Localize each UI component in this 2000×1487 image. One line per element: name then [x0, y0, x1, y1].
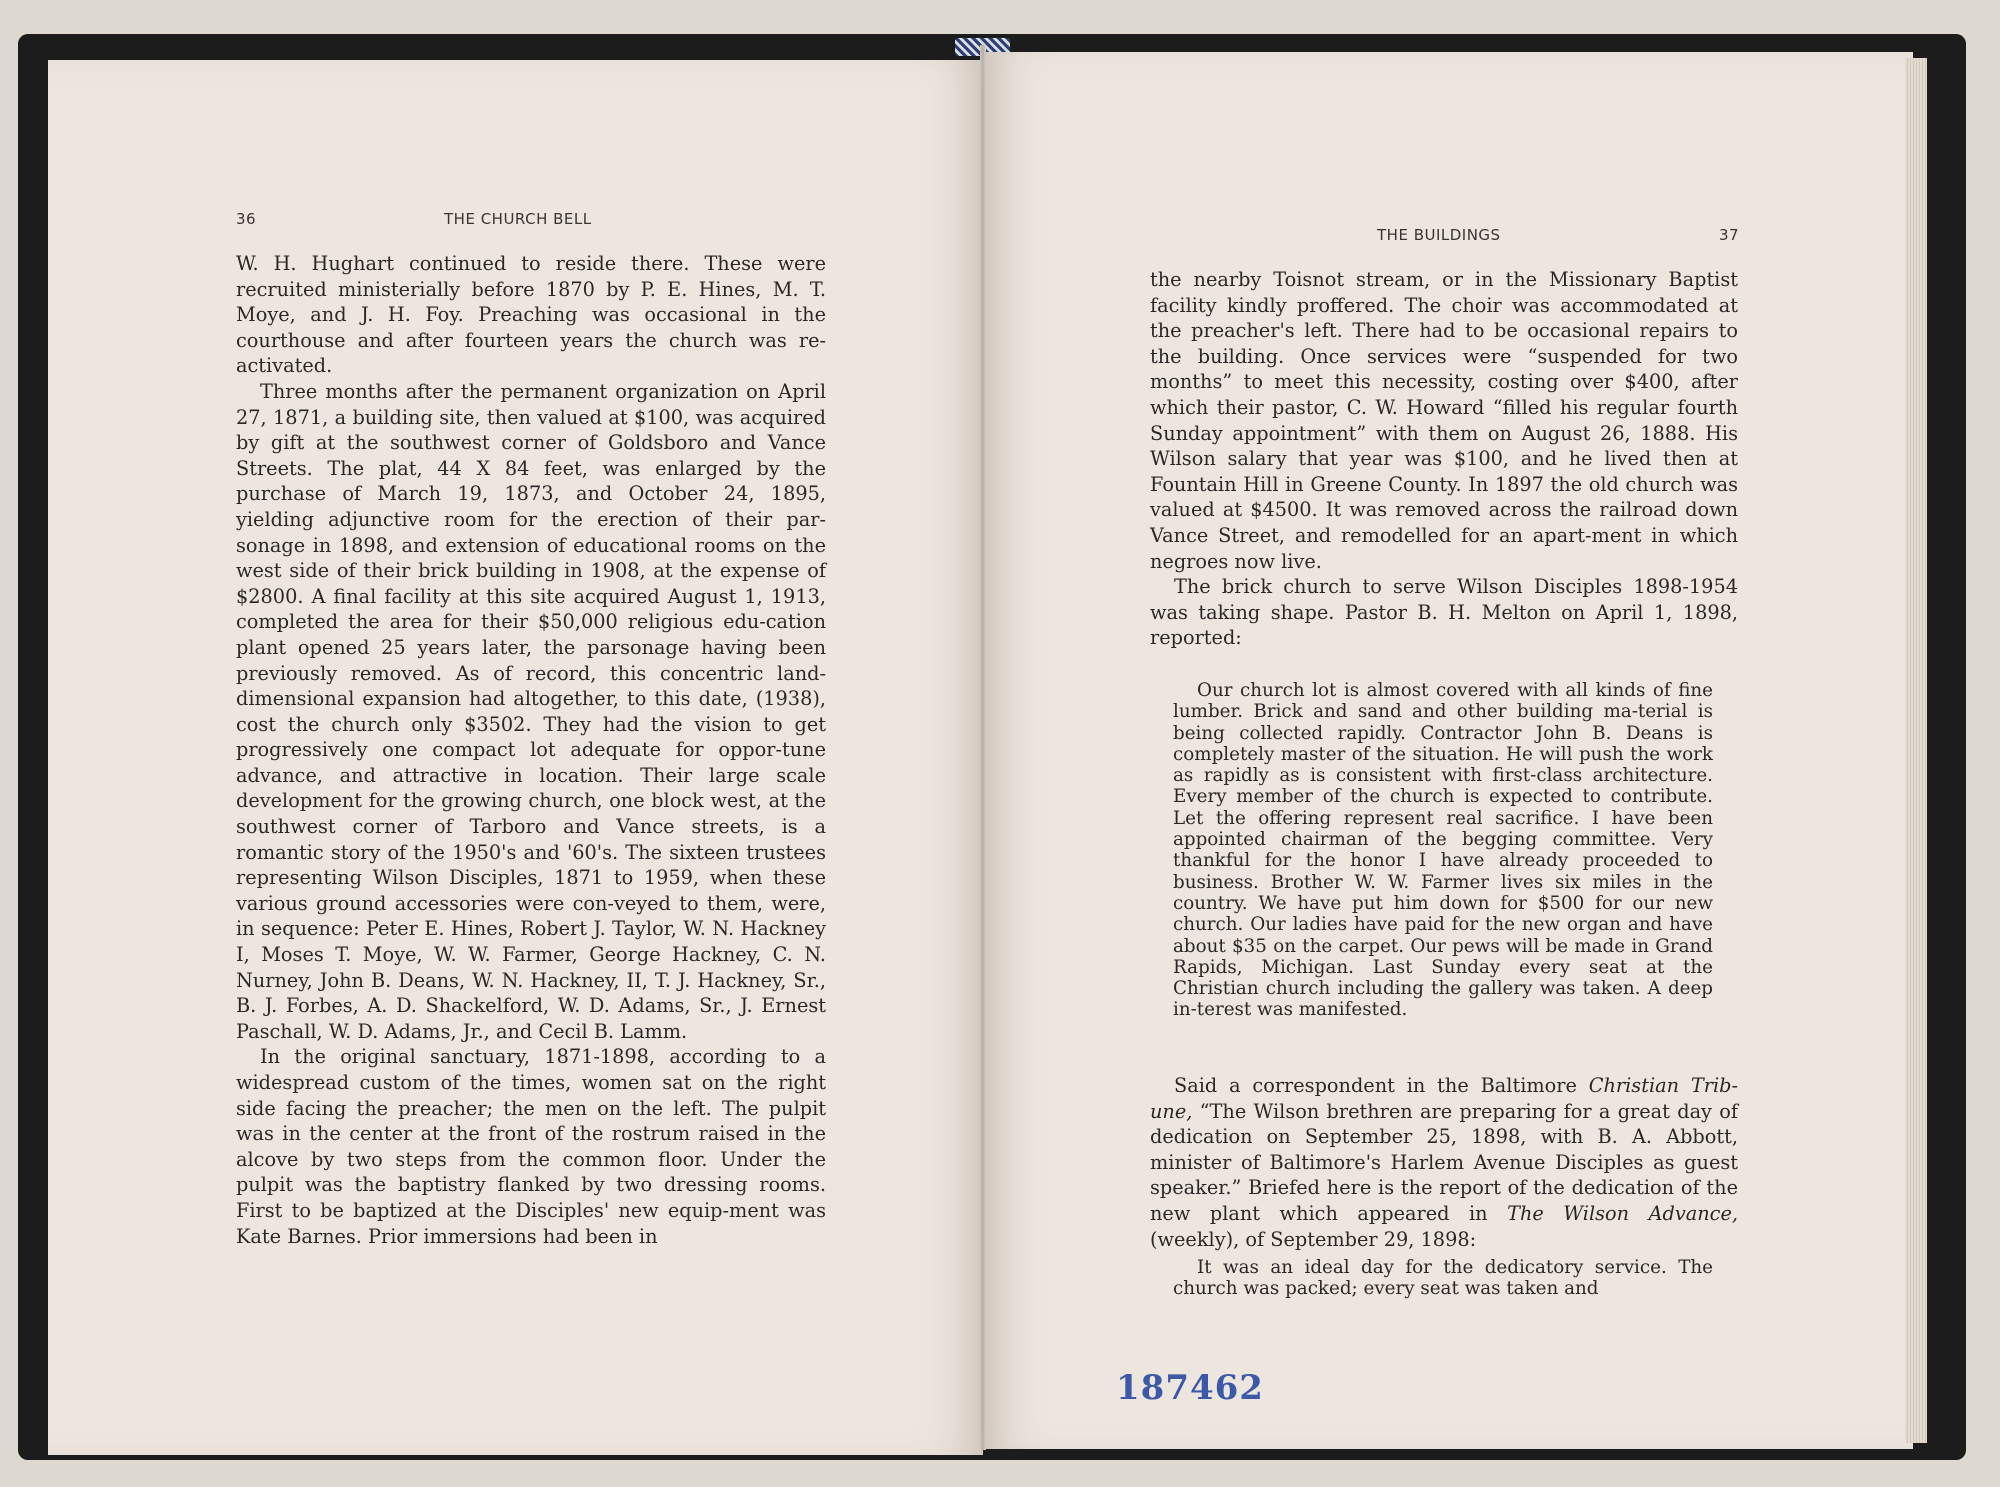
paragraph: the nearby Toisnot stream, or in the Missionary Baptist facility kindly proffered. The choir was accommodated at the preacher's left. There had to be occasional repairs to the building. Once services were “suspended for two months” to meet this necessity, costing over $400, after which their pastor, C. W. Howard “filled his regular fourth Sunday appointment” with them on August 26, 1888. His Wilson salary that year was $100, and he lived then at Fountain Hill in Greene County. In 1897 the old church was valued at $4500. It was removed across the railroad down Vance Street, and remodelled for an apart-ment in which negroes now live. [1150, 268, 1738, 573]
block-quote-2 [1173, 1257, 1713, 1300]
block-quote [1173, 680, 1713, 1021]
paragraph: The brick church to serve Wilson Disciples 1898-1954 was taking shape. Pastor B. H. Melton on April 1, 1898, reported: [1150, 575, 1738, 650]
left-page-number: 36 [236, 210, 257, 228]
quote-text: Our church lot is almost covered with all kinds of fine lumber. Brick and sand and other building ma-terial is being collected rapidly. Contractor John B. Deans is completely master of the situation. He will push the work as rapidly as is consistent with first-class architecture. Every member of the church is expected to contribute. Let the offering represent real sacrifice. I have been appointed chairman of the begging committee. Very thankful for the honor I have already proceeded to business. Brother W. W. Farmer lives six miles in the country. We have put him down for $500 for our new church. Our ladies have paid for the new organ and have about $35 on the carpet. Our pews will be made in Grand Rapids, Michigan. Last Sunday every seat at the Christian church including the gallery was taken. A deep in-terest was manifested. [1173, 680, 1713, 1021]
right-page-header: THE BUILDINGS [1377, 226, 1501, 244]
left-page-body [236, 251, 826, 1249]
right-page-number: 37 [1719, 226, 1740, 244]
paragraph: In the original sanctuary, 1871-1898, according to a widespread custom of the times, women sat on the right side facing the preacher; the men on the left. The pulpit was in the center at the front of the rostrum raised in the alcove by two steps from the common floor. Under the pulpit was the baptistry flanked by two dressing rooms. First to be baptized at the Disciples' new equip-ment was Kate Barnes. Prior immersions had been in [236, 1045, 826, 1248]
quote-text: It was an ideal day for the dedicatory service. The church was packed; every seat was taken and [1173, 1257, 1713, 1300]
paragraph: Three months after the permanent organization on April 27, 1871, a building site, then valued at $100, was acquired by gift at the southwest corner of Goldsboro and Vance Streets. The plat, 44 X 84 feet, was enlarged by the purchase of March 19, 1873, and October 24, 1895, yielding adjunctive room for the erection of their par-sonage in 1898, and extension of educational rooms on the west side of their brick building in 1908, at the expense of $2800. A final facility at this site acquired August 1, 1913, completed the area for their $50,000 religious edu-cation plant opened 25 years later, the parsonage having been previously removed. As of record, this concentric land-dimensional expansion had altogether, to this date, (1938), cost the church only $3502. They had the vision to get progressively one compact lot adequate for oppor-tune advance, and attractive in location. Their large scale development for the growing church, one block west, at the southwest corner of Tarboro and Vance streets, is a romantic story of the 1950's and '60's. The sixteen trustees representing Wilson Disciples, 1871 to 1959, when these various ground accessories were con-veyed to them, were, in sequence: Peter E. Hines, Robert J. Taylor, W. N. Hackney I, Moses T. Moye, W. W. Farmer, George Hackney, C. N. Nurney, John B. Deans, W. N. Hackney, II, T. J. Hackney, Sr., B. J. Forbes, A. D. Shackelford, W. D. Adams, Sr., J. Ernest Paschall, W. D. Adams, Jr., and Cecil B. Lamm. [236, 379, 826, 1043]
right-page-body-top [1150, 267, 1738, 651]
right-page-body-bottom [1150, 1073, 1738, 1252]
accession-stamp: 187462 [1116, 1368, 1264, 1408]
paragraph: Said a correspondent in the Baltimore Christian Trib-une, “The Wilson brethren are preparing for a great day of dedication on September 25, 1898, with B. A. Abbott, minister of Baltimore's Harlem Avenue Disciples as guest speaker.” Briefed here is the report of the dedication of the new plant which appeared in The Wilson Advance, (weekly), of September 29, 1898: [1150, 1074, 1738, 1251]
left-page-header: THE CHURCH BELL [444, 210, 592, 228]
italic-title: The Wilson Advance, [1507, 1201, 1738, 1225]
book-gutter [980, 45, 986, 1450]
page-edges [1905, 58, 1927, 1443]
italic-title: Christian Trib-une, [1150, 1074, 1738, 1123]
paragraph: W. H. Hughart continued to reside there. These were recruited ministerially before 1870 by P. E. Hines, M. T. Moye, and J. H. Foy. Preaching was occasional in the courthouse and after fourteen years the church was re-activated. [236, 252, 826, 378]
